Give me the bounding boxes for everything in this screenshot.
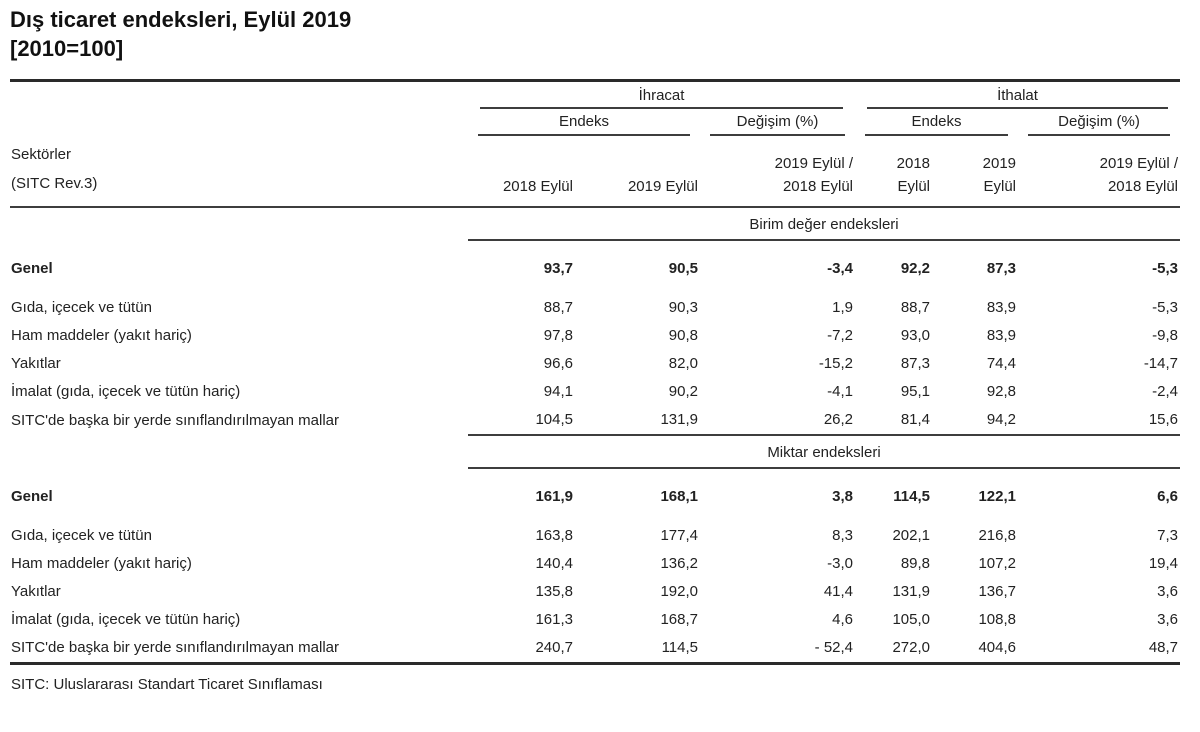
cell-value: 8,3: [832, 526, 854, 544]
sektorler-header: [10, 136, 468, 207]
cell-value: -14,7: [1143, 354, 1179, 372]
section-spacer: [10, 207, 468, 240]
cell-value: 94,1: [543, 382, 573, 400]
table-row: [10, 606, 1180, 634]
page-title-line2: [2010=100]: [10, 35, 124, 61]
cell-value: 216,8: [978, 526, 1017, 544]
cell-value: 90,3: [668, 298, 698, 316]
date-header-row: [10, 136, 1180, 207]
cell-value: -15,2: [818, 354, 854, 372]
sektorler-line2: (SITC Rev.3): [11, 175, 98, 193]
table-row: [10, 468, 1180, 522]
cell-value: 94,2: [932, 406, 1018, 435]
subheader-ithalat-degisim: [1018, 109, 1180, 136]
subgroup-header-spacer: [10, 109, 468, 136]
section-header-quantity: [10, 435, 1180, 468]
cell-value: 7,3: [1157, 526, 1179, 544]
section-spacer: [10, 435, 468, 468]
cell-value: 114,5: [893, 487, 931, 505]
row-label: İmalat (gıda, içecek ve tütün hariç): [11, 382, 241, 400]
cell-value: 92,2: [900, 259, 931, 277]
cell-value: -5,3: [1152, 259, 1179, 277]
group-header-spacer: [10, 81, 468, 110]
cell-value: 272,0: [892, 638, 931, 656]
row-label: Genel: [11, 487, 53, 505]
subheader-ihracat-endeks-label: Endeks: [478, 112, 690, 136]
subheader-ithalat-endeks-label: Endeks: [865, 112, 1008, 136]
section-label-quantity: Miktar endeksleri: [468, 435, 1180, 468]
row-label: Yakıtlar: [11, 582, 61, 600]
row-label: Ham maddeler (yakıt hariç): [11, 554, 192, 572]
cell-value: 88,7: [900, 298, 931, 316]
row-label: SITC'de başka bir yerde sınıflandırılmayan mallar: [11, 411, 340, 429]
section-header-unit-value: [10, 207, 1180, 240]
trade-index-table: [10, 79, 1180, 665]
cell-value: 404,6: [978, 638, 1017, 656]
cell-value: 87,3: [986, 259, 1017, 277]
cell-value: 161,9: [535, 487, 573, 505]
sektorler-line1: Sektörler: [11, 146, 72, 164]
col-header-ihracat-2019: 2019 Eylül: [575, 136, 700, 207]
ihracat-degisim-line1: 2019 Eylül /: [774, 155, 854, 173]
cell-value: -3,4: [827, 259, 854, 277]
cell-value: 131,9: [575, 406, 700, 435]
cell-value: 161,3: [535, 610, 573, 628]
cell-value: 95,1: [900, 382, 931, 400]
cell-value: 3,6: [1157, 582, 1179, 600]
page-title: [10, 6, 1186, 63]
subheader-ihracat-endeks: [468, 109, 700, 136]
cell-value: 93,0: [900, 326, 931, 344]
col-header-ihracat-degisim: [700, 136, 855, 207]
table-row: [10, 240, 1180, 294]
cell-value: 105,0: [892, 610, 931, 628]
table-row: [10, 634, 1180, 664]
cell-value: 96,6: [543, 354, 573, 372]
group-header-ithalat: [855, 81, 1180, 110]
cell-value: 163,8: [535, 526, 573, 544]
group-header-ihracat: [468, 81, 855, 110]
cell-value: 82,0: [668, 354, 698, 372]
cell-value: 114,5: [661, 638, 698, 656]
cell-value: 131,9: [892, 582, 931, 600]
cell-value: 1,9: [832, 298, 854, 316]
table-row: [10, 406, 1180, 435]
cell-value: -5,3: [1152, 298, 1179, 316]
cell-value: -7,2: [827, 326, 854, 344]
cell-value: 83,9: [986, 298, 1017, 316]
table-row: [10, 522, 1180, 550]
row-label: SITC'de başka bir yerde sınıflandırılmayan mallar: [11, 638, 340, 656]
row-label: Gıda, içecek ve tütün: [11, 298, 152, 316]
cell-value: 48,7: [1148, 638, 1179, 656]
row-label: Yakıtlar: [11, 354, 61, 372]
cell-value: 136,2: [660, 554, 698, 572]
col-header-ihracat-2018: 2018 Eylül: [468, 136, 575, 207]
cell-value: 168,1: [660, 487, 698, 505]
cell-value: 108,8: [978, 610, 1017, 628]
cell-value: 92,8: [986, 382, 1017, 400]
row-label: Genel: [11, 259, 53, 277]
table-row: [10, 350, 1180, 378]
cell-value: 135,8: [535, 582, 573, 600]
col-header-ithalat-degisim: [1018, 136, 1180, 207]
subheader-ihracat-degisim: [700, 109, 855, 136]
col-header-ithalat-2019: [932, 136, 1018, 207]
group-header-ihracat-label: İhracat: [480, 86, 843, 109]
page-title-line1: Dış ticaret endeksleri, Eylül 2019: [10, 7, 352, 32]
cell-value: 6,6: [1157, 487, 1179, 505]
cell-value: 107,2: [978, 554, 1017, 572]
row-label: Ham maddeler (yakıt hariç): [11, 326, 192, 344]
group-header-row: [10, 81, 1180, 110]
cell-value: 41,4: [823, 582, 854, 600]
cell-value: 177,4: [660, 526, 698, 544]
cell-value: 87,3: [900, 354, 931, 372]
subgroup-header-row: [10, 109, 1180, 136]
section-label-unit-value: Birim değer endeksleri: [468, 207, 1180, 240]
subheader-ithalat-endeks: [855, 109, 1018, 136]
cell-value: 4,6: [832, 610, 854, 628]
col-header-ithalat-2018: [855, 136, 932, 207]
table-row: [10, 378, 1180, 406]
cell-value: 90,5: [668, 259, 698, 277]
cell-value: 240,7: [535, 638, 573, 656]
cell-value: 89,8: [900, 554, 931, 572]
table-row: [10, 550, 1180, 578]
ithalat-2019-line2: Eylül: [983, 178, 1017, 196]
cell-value: 81,4: [855, 406, 932, 435]
table-row: [10, 294, 1180, 322]
cell-value: 140,4: [535, 554, 573, 572]
cell-value: 3,8: [832, 487, 854, 505]
cell-value: 19,4: [1148, 554, 1179, 572]
cell-value: 90,8: [668, 326, 698, 344]
ithalat-2018-line1: 2018: [896, 155, 931, 173]
cell-value: 97,8: [543, 326, 573, 344]
cell-value: 74,4: [986, 354, 1017, 372]
cell-value: 26,2: [700, 406, 855, 435]
cell-value: 168,7: [660, 610, 698, 628]
cell-value: 90,2: [668, 382, 698, 400]
cell-value: 202,1: [892, 526, 931, 544]
row-label: Gıda, içecek ve tütün: [11, 526, 152, 544]
cell-value: 3,6: [1157, 610, 1179, 628]
cell-value: 93,7: [543, 259, 573, 277]
cell-value: -9,8: [1152, 326, 1179, 344]
cell-value: -2,4: [1152, 382, 1179, 400]
cell-value: 83,9: [986, 326, 1017, 344]
cell-value: 88,7: [543, 298, 573, 316]
subheader-ithalat-degisim-label: Değişim (%): [1028, 112, 1170, 136]
group-header-ithalat-label: İthalat: [867, 86, 1168, 109]
ithalat-degisim-line1: 2019 Eylül /: [1099, 155, 1179, 173]
row-label: İmalat (gıda, içecek ve tütün hariç): [11, 610, 241, 628]
table-row: [10, 322, 1180, 350]
cell-value: - 52,4: [814, 638, 854, 656]
cell-value: -3,0: [827, 554, 854, 572]
cell-value: -4,1: [827, 382, 854, 400]
cell-value: 136,7: [978, 582, 1017, 600]
cell-value: 122,1: [978, 487, 1017, 505]
subheader-ihracat-degisim-label: Değişim (%): [710, 112, 845, 136]
ithalat-2019-line1: 2019: [982, 155, 1017, 173]
ithalat-degisim-line2: 2018 Eylül: [1107, 178, 1179, 196]
ihracat-degisim-line2: 2018 Eylül: [782, 178, 854, 196]
footnote: SITC: Uluslararası Standart Ticaret Sınıflaması: [11, 675, 323, 693]
ithalat-2018-line2: Eylül: [897, 178, 931, 196]
table-row: [10, 578, 1180, 606]
cell-value: 192,0: [660, 582, 698, 600]
cell-value: 104,5: [468, 406, 575, 435]
cell-value: 15,6: [1018, 406, 1180, 435]
